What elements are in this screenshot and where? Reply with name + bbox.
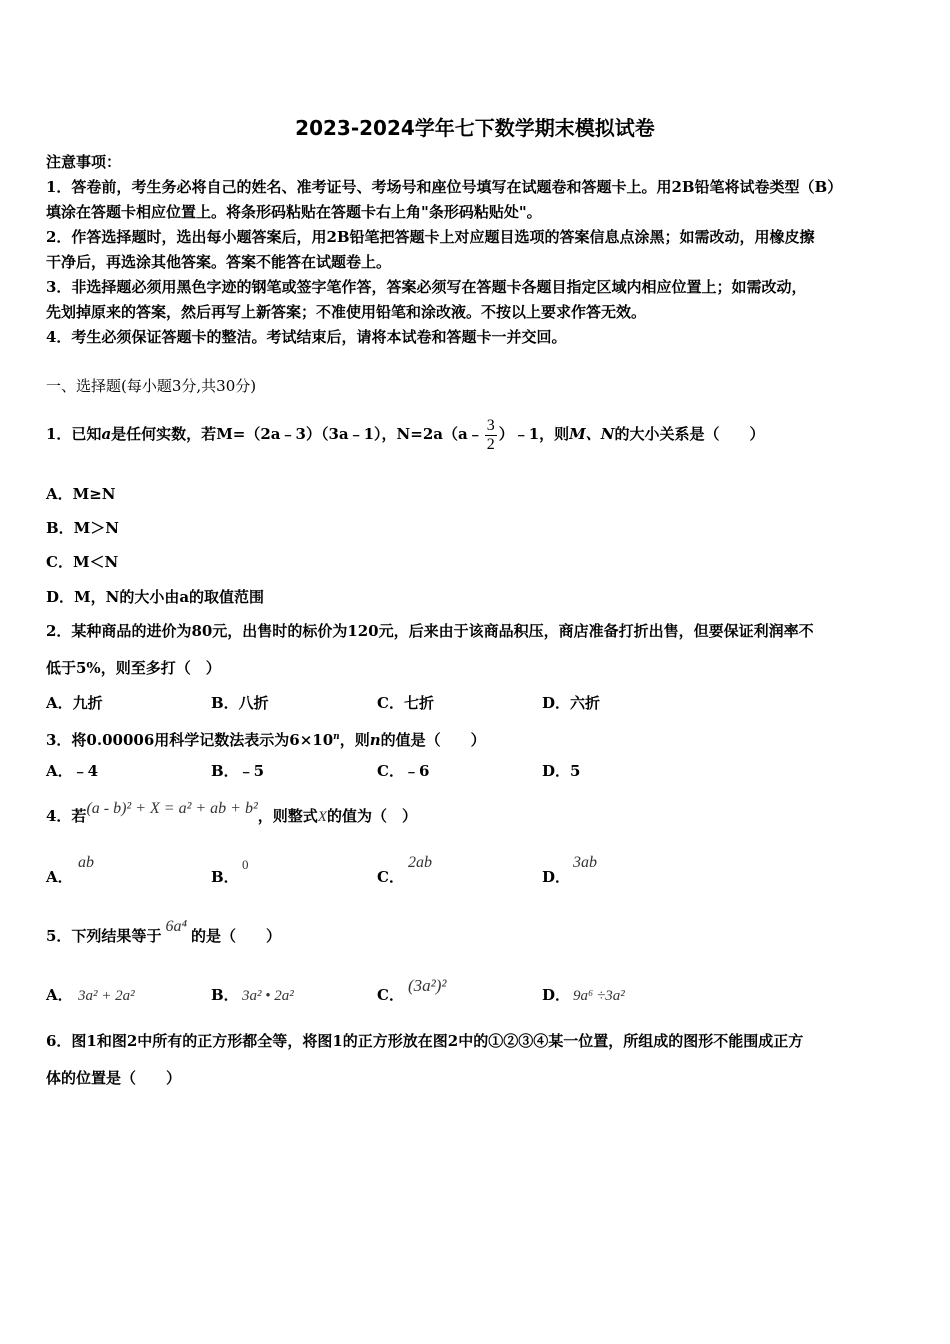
q4-var-x: X: [317, 809, 327, 825]
q3-text: 的值是（ ）: [380, 731, 486, 749]
q5-suffix: 的是（ ）: [191, 927, 282, 945]
q1-fraction: [485, 417, 497, 454]
notice-heading: 注意事项：: [46, 153, 122, 171]
section-heading: 一、选择题(每小题3分,共30分): [46, 377, 257, 395]
q5-prefix: 5．下列结果等于: [46, 927, 162, 945]
q1-var-a: a: [101, 425, 112, 443]
q4-option-d-value: 3ab: [573, 854, 597, 871]
q4-suffix: 的值为（ ）: [326, 807, 417, 825]
notice-line: 先划掉原来的答案，然后再写上新答案；不准使用铅笔和涂改液。不按以上要求作答无效。: [46, 303, 647, 321]
q5-option-a-label: A．: [46, 986, 73, 1004]
q2-option-a: A．九折: [46, 694, 103, 712]
notice-line: 3．非选择题必须用黑色字迹的钢笔或签字笔作答，答案必须写在答题卡各题目指定区域内相应位置上；如需改动，: [46, 278, 807, 296]
question-2-line1: 2．某种商品的进价为80元，出售时的标价为120元，后来由于该商品积压，商店准备打折出售，但要保证利润率不: [46, 622, 814, 640]
q1-prefix: 1．已知: [46, 425, 102, 443]
notice-line: 干净后，再选涂其他答案。答案不能答在试题卷上。: [46, 253, 392, 271]
q5-option-c-label: C．: [377, 986, 404, 1004]
q5-target-expression: 6a⁴: [165, 918, 188, 935]
q3-exponent: n: [333, 732, 340, 742]
q4-suffix: ，则整式: [257, 807, 318, 825]
q4-option-c-value: 2ab: [408, 854, 432, 871]
q5-option-d-label: D．: [542, 986, 571, 1004]
q1-mn: M、N: [569, 425, 615, 443]
page-title: 2023-2024学年七下数学期末模拟试卷: [295, 116, 655, 140]
question-6-line2: 体的位置是（ ）: [46, 1069, 182, 1087]
q1-expr2: ）﹣1，则: [498, 425, 570, 443]
q2-option-d: D．六折: [542, 694, 601, 712]
q3-option-b: B．﹣5: [211, 762, 265, 780]
q5-option-b-value: 3a² • 2a²: [242, 988, 294, 1004]
fraction-denominator: 2: [486, 435, 495, 453]
q5-option-c-value: (3a²)²: [408, 976, 447, 995]
q1-option-d: D．M，N的大小由a的取值范围: [46, 588, 265, 606]
question-3: [46, 727, 486, 750]
q4-option-b-label: B．: [211, 868, 239, 886]
q2-option-b: B．八折: [211, 694, 269, 712]
q1-option-b: B．M＞N: [46, 519, 119, 537]
q1-option-c: C．M＜N: [46, 553, 119, 571]
notice-line: 4．考生必须保证答题卡的整洁。考试结束后，请将本试卷和答题卡一并交回。: [46, 328, 567, 346]
q4-option-c-label: C．: [377, 868, 404, 886]
q4-option-b-value: 0: [242, 857, 249, 872]
q4-option-d-label: D．: [542, 868, 571, 886]
q4-prefix: 4．若: [46, 807, 87, 825]
q5-option-a-value: 3a² + 2a²: [78, 988, 135, 1004]
q4-option-a-value: ab: [78, 854, 94, 871]
notice-line: 2．作答选择题时，选出每小题答案后，用2B铅笔把答题卡上对应题目选项的答案信息点涂黑；如需改动，用橡皮擦: [46, 228, 815, 246]
notice-line: 填涂在答题卡相应位置上。将条形码粘贴在答题卡右上角"条形码粘贴处"。: [46, 203, 542, 221]
q3-option-c: C．﹣6: [377, 762, 430, 780]
q3-option-d: D．5: [542, 762, 581, 780]
question-6-line1: 6．图1和图2中所有的正方形都全等，将图1的正方形放在图2中的①②③④某一位置，所组成的图形不能围成正方: [46, 1032, 804, 1050]
q5-option-d-value: 9a⁶ ÷3a²: [573, 988, 625, 1004]
q1-suffix: 的大小关系是（ ）: [614, 425, 765, 443]
q3-text: ，则: [339, 731, 370, 749]
question-2-line2: 低于5%，则至多打（ ）: [46, 659, 221, 677]
q3-option-a: A．﹣4: [46, 762, 99, 780]
q5-option-b-label: B．: [211, 986, 239, 1004]
q1-expr1: M=（2a﹣3）（3a﹣1），N=2a（a﹣: [216, 425, 483, 443]
question-1: [46, 414, 764, 454]
question-4: [46, 800, 417, 833]
q1-option-a: A．M≥N: [46, 485, 116, 503]
fraction-numerator: 3: [486, 416, 495, 434]
q4-expression: (a - b)² + X = a² + ab + b²: [86, 800, 258, 817]
q3-var-n: n: [369, 731, 381, 749]
q3-text: 3．将0.00006用科学记数法表示为6×10: [46, 731, 334, 749]
q2-option-c: C．七折: [377, 694, 434, 712]
notice-line: 1．答卷前，考生务必将自己的姓名、准考证号、考场号和座位号填写在试题卷和答题卡上。用2B铅笔将试卷类型（B）: [46, 178, 843, 196]
q4-option-a-label: A．: [46, 868, 73, 886]
q1-mid: 是任何实数，若: [111, 425, 217, 443]
question-5: [46, 918, 282, 948]
